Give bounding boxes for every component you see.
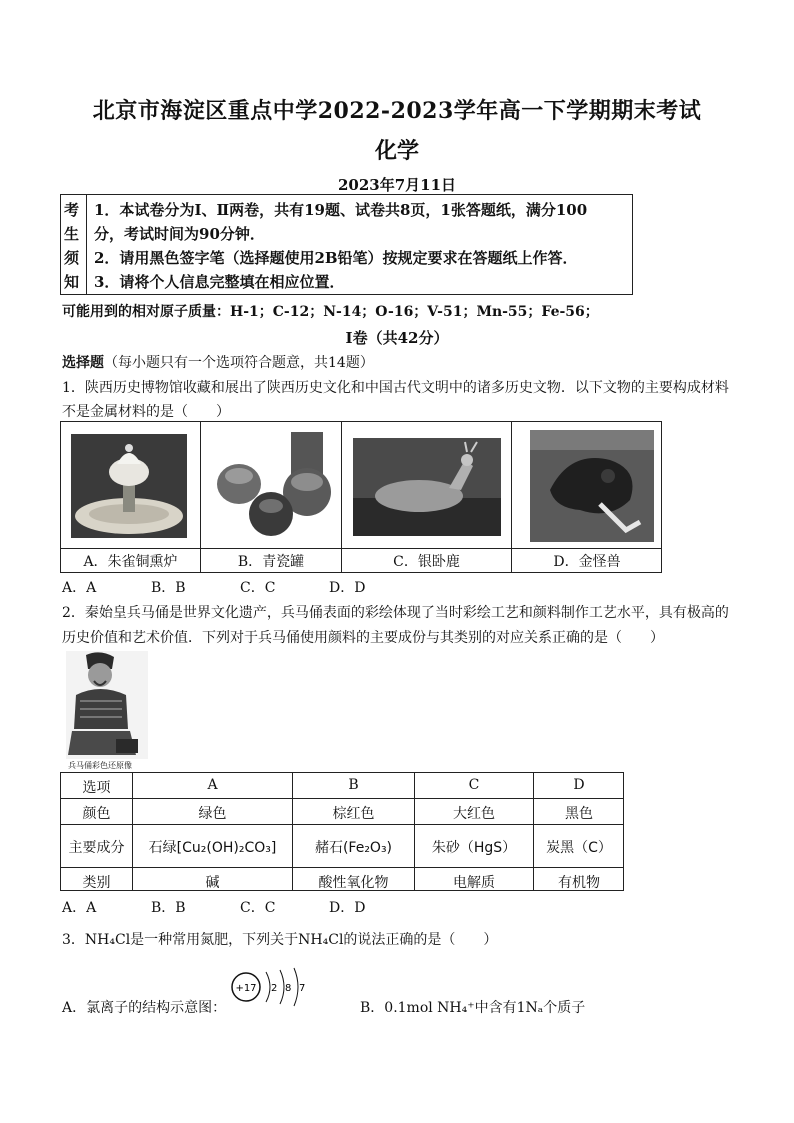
warrior-image-caption: 兵马俑彩色还原像 bbox=[68, 761, 132, 770]
q1-option-c[interactable]: C．C bbox=[240, 580, 276, 596]
artifact-caption-c: C．银卧鹿 bbox=[393, 554, 460, 570]
color-d: 黑色 bbox=[565, 806, 593, 822]
col-header-d: D bbox=[573, 777, 585, 793]
q2-option-b[interactable]: B．B bbox=[151, 900, 186, 916]
exam-date: 2023年7月11日 bbox=[337, 176, 457, 194]
notice-label-char: 须 bbox=[64, 249, 80, 267]
gold-beast-image bbox=[530, 430, 654, 542]
q2-stem-line2: 历史价值和艺术价值．下列对于兵马俑使用颜料的主要成份与其类别的对应关系正确的是（ ） bbox=[62, 630, 664, 646]
q3-option-a[interactable]: A．氯离子的结构示意图： bbox=[62, 1000, 227, 1016]
atomic-masses: 可能用到的相对原子质量：H-1；C-12；N-14；O-16；V-51；Mn-55；Fe-56； bbox=[62, 304, 599, 320]
q1-artifact-table bbox=[60, 421, 662, 573]
category-d: 有机物 bbox=[558, 875, 600, 891]
category-b: 酸性氧化物 bbox=[318, 875, 389, 891]
component-c: 朱砂（HgS） bbox=[431, 840, 517, 856]
celadon-jar-image bbox=[211, 430, 335, 542]
silver-deer-image bbox=[353, 438, 501, 536]
section-title: Ⅰ卷（共42分） bbox=[345, 329, 449, 347]
q1-stem-line1: 1．陕西历史博物馆收藏和展出了陕西历史文化和中国古代文明中的诸多历史文物．以下文物的主要构成材料 bbox=[62, 380, 729, 396]
q2-option-a[interactable]: A．A bbox=[62, 900, 97, 916]
notice-line: 分，考试时间为90分钟． bbox=[94, 225, 265, 243]
artifact-caption-b: B．青瓷罐 bbox=[237, 554, 305, 570]
component-b: 赭石(Fe₂O₃) bbox=[314, 840, 393, 856]
col-header-b: B bbox=[348, 777, 359, 793]
component-a: 石绿[Cu₂(OH)₂CO₃] bbox=[148, 840, 277, 856]
row-label-component: 主要成分 bbox=[68, 840, 125, 856]
q3-stem: 3．NH₄Cl是一种常用氮肥，下列关于NH₄Cl的说法正确的是（ ） bbox=[62, 932, 498, 948]
choice-heading-bold: 选择题 bbox=[62, 355, 104, 371]
q3-option-b[interactable]: B．0.1mol NH₄⁺中含有1Nₐ个质子 bbox=[360, 1000, 586, 1016]
exam-subject: 化学 bbox=[374, 138, 419, 164]
bronze-censer-image bbox=[71, 434, 187, 538]
q1-options bbox=[62, 577, 418, 597]
shell-electrons-3: 7 bbox=[299, 983, 306, 994]
color-c: 大红色 bbox=[453, 806, 495, 822]
notice-line: 2．请用黑色签字笔（选择题使用2B铅笔）按规定要求在答题纸上作答． bbox=[94, 249, 578, 267]
q1-option-d[interactable]: D．D bbox=[329, 580, 366, 596]
notice-label-char: 生 bbox=[64, 225, 80, 243]
color-a: 绿色 bbox=[198, 806, 227, 822]
row-label-color: 颜色 bbox=[82, 806, 111, 822]
q2-pigment-table bbox=[60, 772, 624, 891]
terracotta-warrior-image bbox=[66, 651, 148, 759]
chloride-structure-diagram bbox=[228, 966, 308, 1010]
notice-line: 1．本试卷分为Ⅰ、Ⅱ两卷，共有19题、试卷共8页，1张答题纸，满分100 bbox=[94, 201, 588, 219]
notice-label-char: 知 bbox=[64, 273, 80, 291]
q1-option-a[interactable]: A．A bbox=[62, 580, 97, 596]
q2-option-d[interactable]: D．D bbox=[329, 900, 366, 916]
q1-stem-line2: 不是金属材料的是（ ） bbox=[62, 404, 230, 420]
exam-notice-box bbox=[60, 194, 633, 295]
col-header-a: A bbox=[207, 777, 218, 793]
row-label-option: 选项 bbox=[82, 780, 111, 796]
q2-options bbox=[62, 897, 418, 917]
nucleus-charge: +17 bbox=[235, 983, 257, 994]
notice-label-column bbox=[61, 195, 87, 294]
shell-electrons-2: 8 bbox=[285, 983, 292, 994]
artifact-caption-d: D．金怪兽 bbox=[553, 554, 621, 570]
artifact-caption-a: A．朱雀铜熏炉 bbox=[83, 554, 178, 570]
choice-heading bbox=[62, 352, 374, 372]
notice-label-char: 考 bbox=[64, 201, 80, 219]
category-c: 电解质 bbox=[453, 875, 495, 891]
shell-electrons-1: 2 bbox=[271, 983, 278, 994]
q2-stem-line1: 2．秦始皇兵马俑是世界文化遗产，兵马俑表面的彩绘体现了当时彩绘工艺和颜料制作工艺水平，具有极高的 bbox=[62, 605, 729, 621]
row-label-category: 类别 bbox=[82, 875, 111, 891]
exam-title: 北京市海淀区重点中学2022-2023学年高一下学期期末考试 bbox=[92, 98, 702, 124]
notice-line: 3．请将个人信息完整填在相应位置． bbox=[94, 273, 345, 291]
col-header-c: C bbox=[468, 777, 480, 793]
category-a: 碱 bbox=[205, 875, 220, 891]
color-b: 棕红色 bbox=[332, 806, 375, 822]
component-d: 炭黑（C） bbox=[546, 840, 612, 856]
q1-option-b[interactable]: B．B bbox=[151, 580, 186, 596]
q2-option-c[interactable]: C．C bbox=[240, 900, 276, 916]
choice-heading-rest: （每小题只有一个选项符合题意，共14题） bbox=[104, 355, 374, 371]
